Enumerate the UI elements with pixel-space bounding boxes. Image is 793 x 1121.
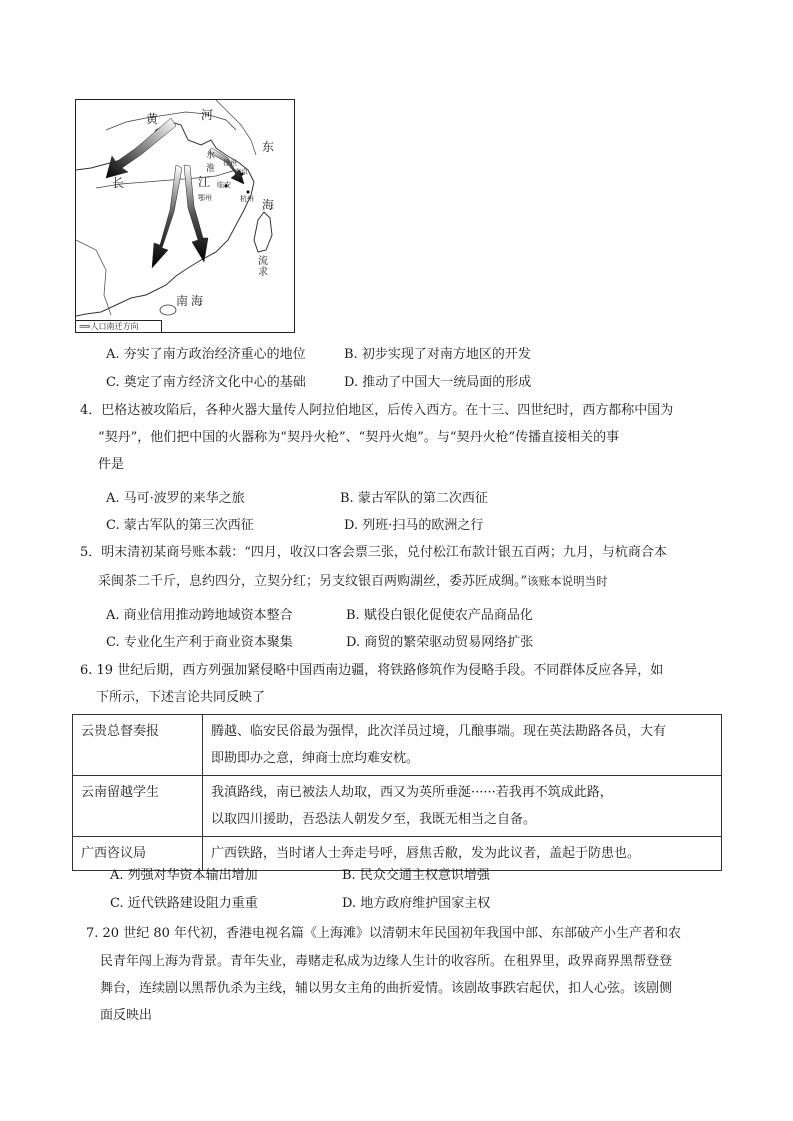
city-hangzhou: 杭州 bbox=[240, 195, 254, 203]
table-cell-source: 云南留越学生 bbox=[73, 776, 203, 837]
q7-stem-line2: 民青年闯上海为背景。青年失业，毒赌走私成为边缘人生计的收容所。在租界里，政界商界黑帮登登 bbox=[100, 954, 673, 969]
table-cell-quote bbox=[203, 776, 722, 837]
label-huang: 黄 bbox=[146, 112, 159, 126]
q3-option-d: D. 推动了中国大一统局面的形成 bbox=[344, 375, 532, 390]
hainan-island bbox=[160, 305, 176, 315]
q5-option-b: B. 赋役白银化促使农产品商品化 bbox=[346, 608, 533, 623]
label-chang: 长 bbox=[112, 176, 125, 190]
legend-text: 人口南迁方向 bbox=[90, 322, 139, 331]
map-legend bbox=[76, 320, 162, 332]
table-cell-source: 广西咨议局 bbox=[73, 837, 203, 871]
q3-option-c: C. 奠定了南方经济文化中心的基础 bbox=[106, 375, 306, 390]
city-linan: 临安 bbox=[217, 181, 231, 189]
q5-stem-line1: 5．明末清初某商号账本载：“四月，收汉口客会票三张，兑付松江布款计银五百两；九月，与杭商合本 bbox=[80, 545, 667, 560]
q5-stem-line2-tail: 该账本说明当时 bbox=[527, 574, 608, 588]
quote-line: 我滇路线，南已被法人劫取，西又为英所垂涎······若我再不筑成此路， bbox=[211, 785, 613, 800]
legend-arrow-icon: ⟹ bbox=[79, 322, 91, 331]
q4-option-c: C. 蒙古军队的第三次西征 bbox=[106, 518, 254, 533]
quote-line: 腾越、临安民俗最为强悍，此次洋员过境，几酿事端。现在英法勘路各员，大有 bbox=[211, 724, 667, 739]
table-cell-quote: 广西铁路，当时诸人士奔走号呼，唇焦舌敝，发为此议者，盖起于防患也。 bbox=[203, 837, 722, 871]
q7-stem-line1: 7. 20 世纪 80 年代初，香港电视名篇《上海滩》以清朝末年民国初年我国中部、东部破产小生产者和农 bbox=[86, 926, 682, 941]
coastline bbox=[76, 122, 254, 316]
city-shui: 水 bbox=[206, 151, 216, 161]
label-liu: 流 bbox=[258, 256, 268, 267]
q4-stem-line3: 件是 bbox=[98, 457, 125, 472]
q6-option-b: B. 民众交通主权意识增强 bbox=[342, 868, 490, 883]
taiwan-island bbox=[254, 212, 272, 252]
table-row bbox=[73, 715, 722, 776]
migration-map bbox=[75, 99, 295, 333]
q5-option-a: A. 商业信用推动跨地域资本整合 bbox=[106, 608, 293, 623]
q4-stem-line1: 4．巴格达被攻陷后，各种火器大量传人阿拉伯地区，后传入西方。在十三、四世纪时，西方都称中国为 bbox=[80, 403, 674, 418]
city-ezhou: 鄂州 bbox=[198, 194, 212, 202]
city-nanjing: 南京 bbox=[234, 168, 248, 176]
table-cell-quote bbox=[203, 715, 722, 776]
q6-option-a: A. 列强对华资本输出增加 bbox=[110, 868, 258, 883]
table-row bbox=[73, 776, 722, 837]
q4-option-d: D. 列班·扫马的欧洲之行 bbox=[344, 518, 484, 533]
border-north bbox=[216, 100, 256, 155]
label-hai-south: 海 bbox=[191, 294, 204, 308]
q3-option-a: A. 夯实了南方政治经济重心的地位 bbox=[106, 347, 306, 362]
quote-line: 以取四川援助，吾恐法人朝发夕至，我既无相当之自备。 bbox=[211, 812, 537, 827]
label-hai-east: 海 bbox=[262, 198, 275, 212]
q4-option-b: B. 蒙古军队的第二次西征 bbox=[340, 491, 488, 506]
label-he: 河 bbox=[201, 108, 214, 122]
q6-option-c: C. 近代铁路建设阻力重重 bbox=[110, 896, 258, 911]
q6-option-d: D. 地方政府维护国家主权 bbox=[342, 896, 491, 911]
city-xuzhou: 徐州 bbox=[223, 159, 237, 167]
label-jiang: 江 bbox=[198, 175, 211, 189]
label-dong: 东 bbox=[262, 140, 275, 154]
q3-option-b: B. 初步实现了对南方地区的开发 bbox=[344, 347, 531, 362]
q7-stem-line4: 面反映出 bbox=[100, 1008, 153, 1023]
q6-stem-line2: 下所示，下述言论共同反映了 bbox=[96, 690, 266, 705]
q6-source-table bbox=[72, 714, 722, 871]
label-qiu: 求 bbox=[258, 267, 268, 278]
label-nan: 南 bbox=[176, 294, 189, 308]
table-row bbox=[73, 837, 722, 871]
quote-line: 即勘即办之意，绅商士庶均难安枕。 bbox=[211, 751, 420, 766]
q5-option-c: C. 专业化生产利于商业资本聚集 bbox=[106, 635, 293, 650]
q6-stem-line1: 6. 19 世纪后期，西方列强加紧侵略中国西南边疆，将铁路修筑作为侵略手段。不同群体反应各异，如 bbox=[80, 663, 664, 678]
city-huai: 淮 bbox=[206, 164, 216, 174]
q4-option-a: A. 马可·波罗的来华之旅 bbox=[106, 491, 245, 506]
q5-stem-line2-main: 采闽茶二千斤，息约四分，立契分红；另支纹银百两购湖丝，委苏匠成绸。” bbox=[98, 574, 528, 589]
q5-stem-line2 bbox=[98, 572, 608, 591]
border-west bbox=[76, 240, 111, 315]
q5-option-d: D. 商贸的繁荣驱动贸易网络扩张 bbox=[346, 635, 534, 650]
q7-stem-line3: 舞台，连续剧以黑帮仇杀为主线，辅以男女主角的曲折爱情。该剧故事跌宕起伏，扣人心弦。该剧侧 bbox=[100, 981, 673, 996]
table-cell-source: 云贵总督奏报 bbox=[73, 715, 203, 776]
migration-arrow-west bbox=[106, 118, 176, 178]
q4-stem-line2: “契丹”，他们把中国的火器称为“契丹火枪”、“契丹火炮”。与“契丹火枪”传播直接相关的事 bbox=[98, 430, 620, 445]
